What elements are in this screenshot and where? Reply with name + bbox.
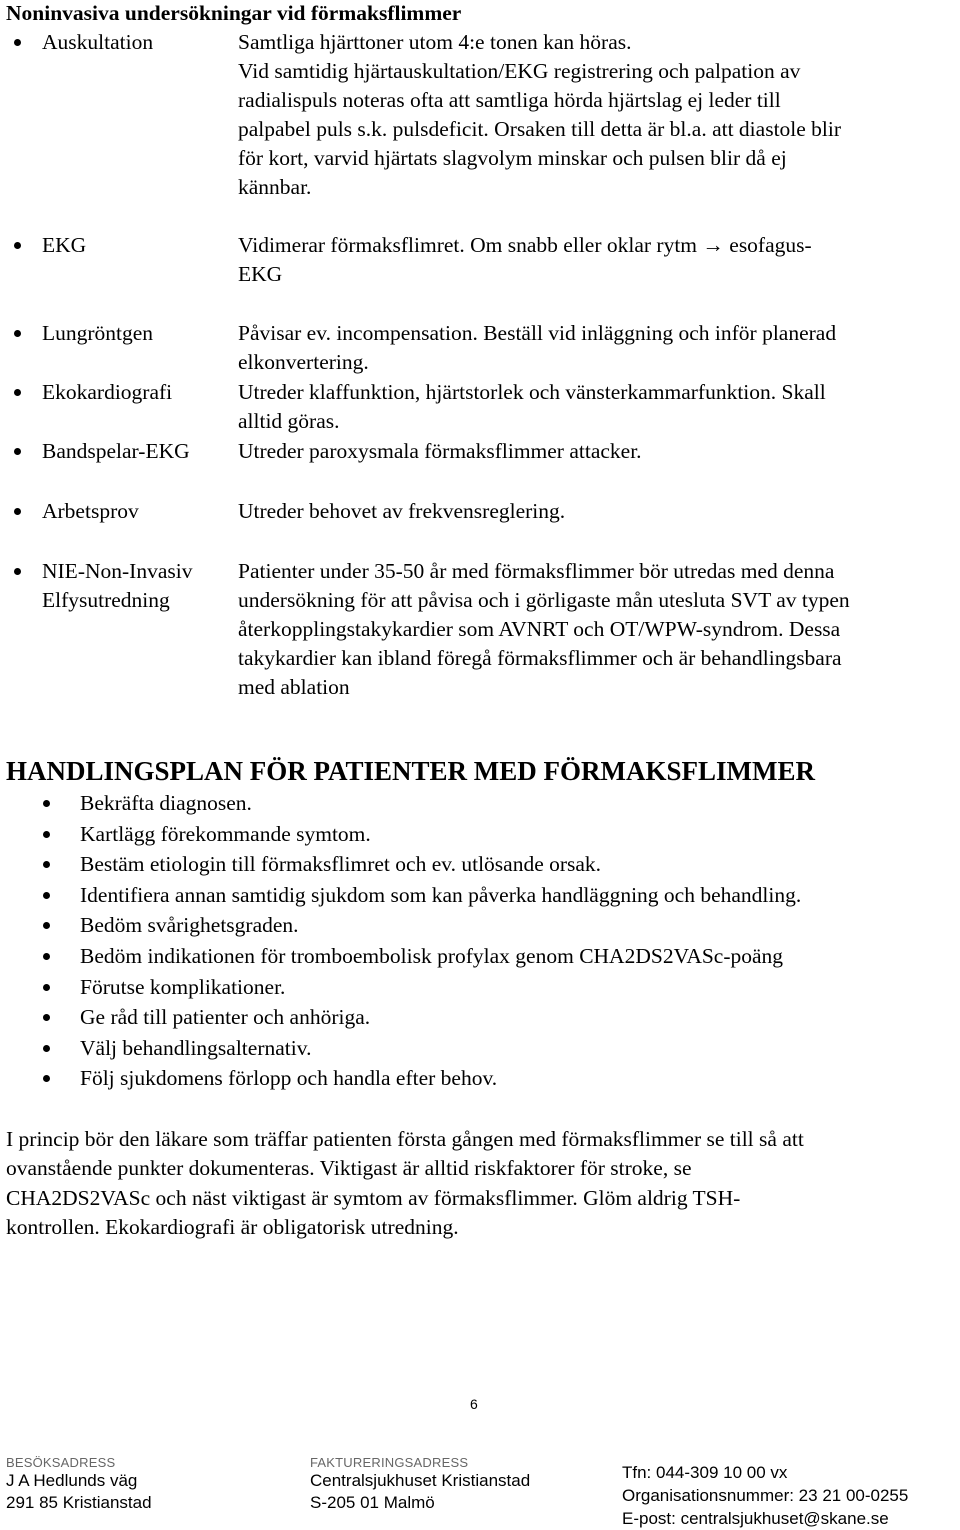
footer-billing-label: FAKTURERINGSADRESS <box>310 1455 469 1470</box>
bullet-icon <box>14 568 21 575</box>
footer-billing-line1: Centralsjukhuset Kristianstad <box>310 1471 531 1490</box>
exam-description-line: Vid samtidig hjärtauskultation/EKG registrering och palpation av <box>238 59 801 83</box>
bullet-icon <box>14 508 21 515</box>
action-plan-item: Bekräfta diagnosen. <box>80 791 252 815</box>
exam-description-line: takykardier kan ibland föregå förmaksflimmer och är behandlingsbara <box>238 646 842 670</box>
action-plan-item: Förutse komplikationer. <box>80 975 286 999</box>
action-plan-item: Bedöm indikationen för tromboembolisk profylax genom CHA2DS2VASc-poäng <box>80 944 784 968</box>
footer-visit-label: BESÖKSADRESS <box>6 1455 116 1470</box>
exam-description-line: Utreder behovet av frekvensreglering. <box>238 499 566 523</box>
action-plan-item: Bestäm etiologin till förmaksflimret och ev. utlösande orsak. <box>80 852 602 876</box>
exam-description-line: återkopplingstakykardier som AVNRT och OT/WPW-syndrom. Dessa <box>238 617 841 641</box>
exam-description-line: Samtliga hjärttoner utom 4:e tonen kan höras. <box>238 30 632 54</box>
action-plan-item: Ge råd till patienter och anhöriga. <box>80 1005 371 1029</box>
bullet-icon <box>43 800 50 807</box>
exam-description-line: Påvisar ev. incompensation. Beställ vid inläggning och inför planerad <box>238 321 837 345</box>
bullet-icon <box>43 1075 50 1082</box>
exam-term-continued: Elfysutredning <box>42 588 170 612</box>
exam-term: Lungröntgen <box>42 321 154 345</box>
action-plan-item: Följ sjukdomens förlopp och handla efter behov. <box>80 1066 498 1090</box>
exam-description-line: EKG <box>238 262 283 286</box>
exam-description-line: palpabel puls s.k. pulsdeficit. Orsaken till detta är bl.a. att diastole blir <box>238 117 842 141</box>
bullet-icon <box>14 389 21 396</box>
exam-term: Auskultation <box>42 30 154 54</box>
bullet-icon <box>43 984 50 991</box>
exam-description-line: radialispuls noteras ofta att samtliga hörda hjärtslag ej leder till <box>238 88 781 112</box>
action-plan-item: Välj behandlingsalternativ. <box>80 1036 312 1060</box>
action-plan-item: Kartlägg förekommande symtom. <box>80 822 371 846</box>
exam-description-line: elkonvertering. <box>238 350 369 374</box>
exam-description-line: kännbar. <box>238 175 312 199</box>
exam-term: Arbetsprov <box>42 499 139 523</box>
bullet-icon <box>43 922 50 929</box>
exam-description-line: undersökning för att påvisa och i görligaste mån utesluta SVT av typen <box>238 588 850 612</box>
footer-email: E-post: centralsjukhuset@skane.se <box>622 1509 889 1528</box>
paragraph-line: I princip bör den läkare som träffar patienten första gången med förmaksflimmer se till så att <box>6 1127 804 1151</box>
footer-contact <box>622 1461 908 1530</box>
action-plan-heading: HANDLINGSPLAN FÖR PATIENTER MED FÖRMAKSFLIMMER <box>6 756 816 786</box>
exam-description-line: alltid göras. <box>238 409 340 433</box>
bullet-icon <box>14 242 21 249</box>
bullet-icon <box>43 1014 50 1021</box>
bullet-icon <box>43 892 50 899</box>
bullet-icon <box>14 330 21 337</box>
action-plan-item: Bedöm svårighetsgraden. <box>80 913 299 937</box>
exam-term: EKG <box>42 233 87 257</box>
exam-description-line: med ablation <box>238 675 350 699</box>
bullet-icon <box>43 861 50 868</box>
exam-term: Bandspelar-EKG <box>42 439 190 463</box>
exam-description-line: Vidimerar förmaksflimret. Om snabb eller oklar rytm → esofagus- <box>238 233 812 257</box>
footer-phone: Tfn: 044-309 10 00 vx <box>622 1463 788 1482</box>
paragraph-line: ovanstående punkter dokumenteras. Viktigast är alltid riskfaktorer för stroke, se <box>6 1156 692 1180</box>
exam-term: NIE-Non-Invasiv <box>42 559 193 583</box>
exam-term: Ekokardiografi <box>42 380 173 404</box>
exam-description-line: Utreder paroxysmala förmaksflimmer attacker. <box>238 439 642 463</box>
bullet-icon <box>14 39 21 46</box>
bullet-icon <box>14 448 21 455</box>
paragraph-line: CHA2DS2VASc och näst viktigast är symtom av förmaksflimmer. Glöm aldrig TSH- <box>6 1186 741 1210</box>
action-plan-item: Identifiera annan samtidig sjukdom som kan påverka handläggning och behandling. <box>80 883 802 907</box>
bullet-icon <box>43 831 50 838</box>
bullet-icon <box>43 953 50 960</box>
footer-billing-line2: S-205 01 Malmö <box>310 1493 435 1512</box>
footer-visit-line2: 291 85 Kristianstad <box>6 1493 152 1512</box>
paragraph-line: kontrollen. Ekokardiografi är obligatorisk utredning. <box>6 1215 459 1239</box>
exam-description-line: Utreder klaffunktion, hjärtstorlek och vänsterkammarfunktion. Skall <box>238 380 826 404</box>
footer-billing-address <box>310 1455 530 1514</box>
footer-org-number: Organisationsnummer: 23 21 00-0255 <box>622 1486 909 1505</box>
footer-visit-line1: J A Hedlunds väg <box>6 1471 138 1490</box>
exam-description-line: för kort, varvid hjärtats slagvolym minskar och pulsen blir då ej <box>238 146 787 170</box>
section-title: Noninvasiva undersökningar vid förmaksflimmer <box>6 1 462 25</box>
page-number: 6 <box>470 1396 478 1412</box>
bullet-icon <box>43 1045 50 1052</box>
footer-visit-address <box>6 1455 152 1514</box>
exam-description-line: Patienter under 35-50 år med förmaksflimmer bör utredas med denna <box>238 559 835 583</box>
